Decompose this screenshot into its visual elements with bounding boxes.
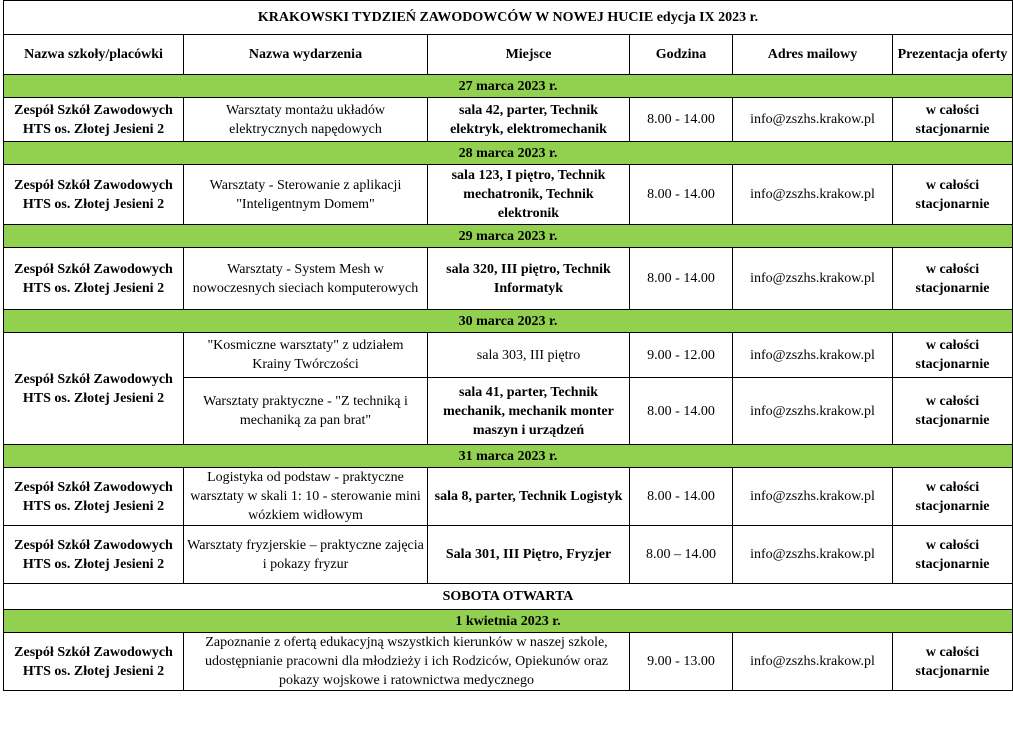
presentation-cell: w całości stacjonarnie [893,98,1013,142]
date-row [4,445,1013,468]
place-cell: sala 303, III piętro [428,333,630,378]
email-cell: info@zszhs.krakow.pl [733,468,893,526]
header-row [4,35,1013,75]
saturday-row [4,584,1013,610]
email-cell: info@zszhs.krakow.pl [733,248,893,310]
table-row [4,98,1013,142]
schedule-table [3,0,1013,691]
time-cell: 8.00 - 14.00 [630,98,733,142]
event-cell: Warsztaty fryzjerskie – praktyczne zajęcia i pokazy fryzur [184,526,428,584]
date-row [4,225,1013,248]
event-cell: Warsztaty - System Mesh w nowoczesnych sieciach komputerowych [184,248,428,310]
email-cell: info@zszhs.krakow.pl [733,165,893,225]
table-row [4,248,1013,310]
time-cell: 8.00 - 14.00 [630,165,733,225]
date-row [4,610,1013,633]
document-title: KRAKOWSKI TYDZIEŃ ZAWODOWCÓW W NOWEJ HUCIE edycja IX 2023 r. [4,1,1013,35]
table-row [4,633,1013,691]
email-cell: info@zszhs.krakow.pl [733,378,893,445]
presentation-cell: w całości stacjonarnie [893,633,1013,691]
date-label: 28 marca 2023 r. [4,142,1013,165]
place-cell: sala 8, parter, Technik Logistyk [428,468,630,526]
table-row [4,165,1013,225]
header-email: Adres mailowy [733,35,893,75]
email-cell: info@zszhs.krakow.pl [733,526,893,584]
header-presentation: Prezentacja oferty [893,35,1013,75]
place-cell: sala 320, III piętro, Technik Informatyk [428,248,630,310]
table-row [4,468,1013,526]
time-cell: 8.00 - 14.00 [630,378,733,445]
date-row [4,142,1013,165]
time-cell: 9.00 - 12.00 [630,333,733,378]
school-cell: Zespół Szkół Zawodowych HTS os. Złotej Jesieni 2 [4,633,184,691]
date-label: 1 kwietnia 2023 r. [4,610,1013,633]
title-row [4,1,1013,35]
presentation-cell: w całości stacjonarnie [893,165,1013,225]
email-cell: info@zszhs.krakow.pl [733,633,893,691]
header-school: Nazwa szkoły/placówki [4,35,184,75]
school-cell: Zespół Szkół Zawodowych HTS os. Złotej Jesieni 2 [4,165,184,225]
event-cell: Logistyka od podstaw - praktyczne warsztaty w skali 1: 10 - sterowanie mini wózkiem widłowym [184,468,428,526]
school-cell: Zespół Szkół Zawodowych HTS os. Złotej Jesieni 2 [4,333,184,445]
school-cell: Zespół Szkół Zawodowych HTS os. Złotej Jesieni 2 [4,468,184,526]
presentation-cell: w całości stacjonarnie [893,526,1013,584]
date-label: 30 marca 2023 r. [4,310,1013,333]
date-row [4,310,1013,333]
time-cell: 9.00 - 13.00 [630,633,733,691]
time-cell: 8.00 - 14.00 [630,248,733,310]
place-cell: sala 41, parter, Technik mechanik, mechanik monter maszyn i urządzeń [428,378,630,445]
header-place: Miejsce [428,35,630,75]
date-row [4,75,1013,98]
date-label: 27 marca 2023 r. [4,75,1013,98]
school-cell: Zespół Szkół Zawodowych HTS os. Złotej Jesieni 2 [4,526,184,584]
presentation-cell: w całości stacjonarnie [893,468,1013,526]
event-cell: "Kosmiczne warsztaty" z udziałem Krainy Twórczości [184,333,428,378]
event-cell: Warsztaty praktyczne - "Z techniką i mechaniką za pan brat" [184,378,428,445]
school-cell: Zespół Szkół Zawodowych HTS os. Złotej Jesieni 2 [4,98,184,142]
presentation-cell: w całości stacjonarnie [893,248,1013,310]
header-time: Godzina [630,35,733,75]
saturday-label: SOBOTA OTWARTA [4,584,1013,610]
presentation-cell: w całości stacjonarnie [893,333,1013,378]
date-label: 29 marca 2023 r. [4,225,1013,248]
header-event: Nazwa wydarzenia [184,35,428,75]
event-cell: Zapoznanie z ofertą edukacyjną wszystkich kierunków w naszej szkole, udostępnianie pracowni dla młodzieży i ich Rodziców, Opiekunów oraz pokazy wojskowe i ratownictwa medycznego [184,633,630,691]
email-cell: info@zszhs.krakow.pl [733,98,893,142]
table-row [4,526,1013,584]
date-label: 31 marca 2023 r. [4,445,1013,468]
presentation-cell: w całości stacjonarnie [893,378,1013,445]
event-cell: Warsztaty montażu układów elektrycznych napędowych [184,98,428,142]
place-cell: sala 42, parter, Technik elektryk, elektromechanik [428,98,630,142]
event-cell: Warsztaty - Sterowanie z aplikacji "Inteligentnym Domem" [184,165,428,225]
school-cell: Zespół Szkół Zawodowych HTS os. Złotej Jesieni 2 [4,248,184,310]
table-row [4,333,1013,378]
time-cell: 8.00 - 14.00 [630,468,733,526]
time-cell: 8.00 – 14.00 [630,526,733,584]
place-cell: sala 123, I piętro, Technik mechatronik, Technik elektronik [428,165,630,225]
email-cell: info@zszhs.krakow.pl [733,333,893,378]
place-cell: Sala 301, III Piętro, Fryzjer [428,526,630,584]
